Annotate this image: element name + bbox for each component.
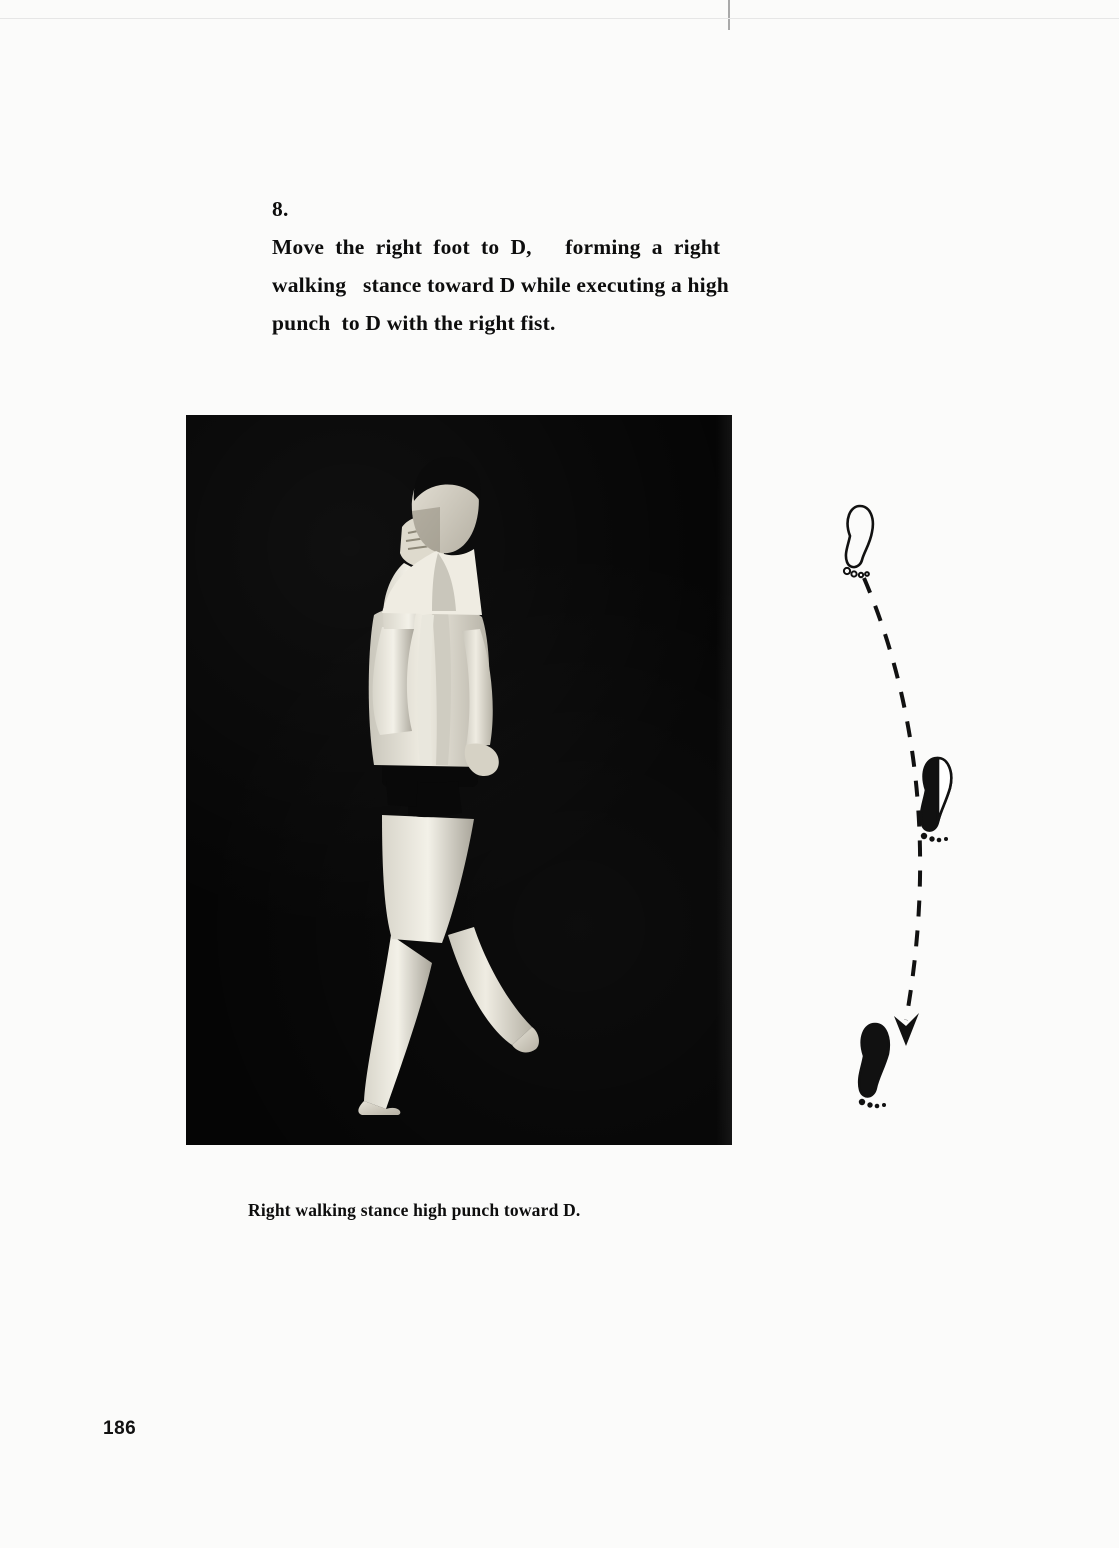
destination-foot bbox=[859, 1024, 889, 1108]
movement-arrow-head bbox=[894, 1013, 919, 1046]
scan-artifact-line bbox=[0, 18, 1119, 19]
photo-caption: Right walking stance high punch toward D. bbox=[248, 1200, 581, 1220]
instruction-step bbox=[272, 190, 882, 342]
footwork-diagram bbox=[820, 500, 1000, 1140]
step-number: 8. bbox=[272, 197, 289, 221]
scan-artifact-seam bbox=[728, 0, 730, 30]
start-foot-outline bbox=[844, 506, 873, 577]
movement-arrow-path bbox=[864, 578, 920, 1020]
page-number: 186 bbox=[103, 1418, 137, 1439]
step-text-line-3: punch to D with the right fist. bbox=[272, 311, 556, 335]
footwork-diagram-svg bbox=[820, 500, 1000, 1140]
step-text bbox=[272, 228, 882, 342]
instruction-photo bbox=[186, 415, 732, 1145]
photo-edge-highlight bbox=[716, 415, 732, 1145]
step-text-line-1: Move the right foot to D, forming a right bbox=[272, 235, 721, 259]
photo-figure bbox=[186, 415, 732, 1145]
stationary-foot bbox=[921, 758, 951, 842]
step-text-line-2: walking stance toward D while executing a high bbox=[272, 273, 729, 297]
